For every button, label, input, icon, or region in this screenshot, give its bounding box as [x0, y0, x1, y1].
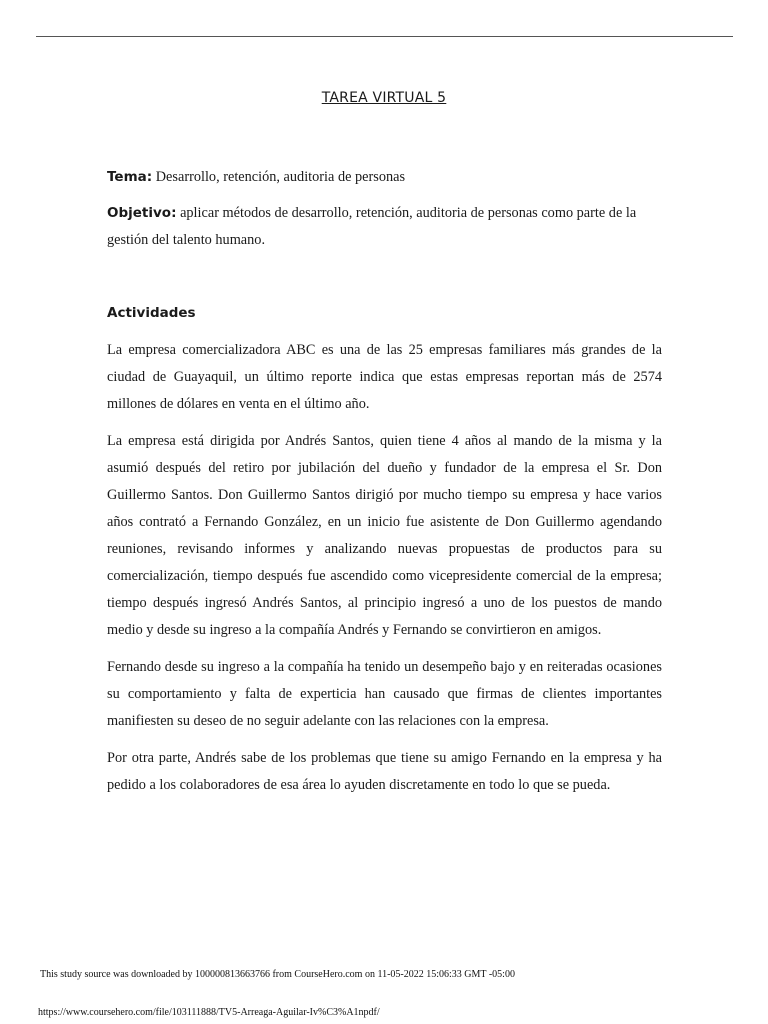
- tema-field: [107, 164, 662, 191]
- objetivo-value: aplicar métodos de desarrollo, retención, auditoria de personas como parte de la gestión del talento humano.: [107, 205, 637, 248]
- document-body: [107, 164, 662, 809]
- paragraph-3: Fernando desde su ingreso a la compañía ha tenido un desempeño bajo y en reiteradas ocasiones su comportamiento y falta de experticia han causado que firmas de clientes importantes manifiesten su deseo de no seguir adelante con las relaciones con la empresa.: [107, 659, 662, 729]
- section-heading-actividades: Actividades: [107, 305, 196, 321]
- header-divider: [36, 36, 733, 37]
- objetivo-label: Objetivo:: [107, 205, 177, 221]
- paragraph-4: Por otra parte, Andrés sabe de los problemas que tiene su amigo Fernando en la empresa y ha pedido a los colaboradores de esa área lo ayuden discretamente en todo lo que se pueda.: [107, 750, 662, 793]
- objetivo-field: [107, 200, 662, 254]
- paragraph-1: La empresa comercializadora ABC es una de las 25 empresas familiares más grandes de la ciudad de Guayaquil, un último reporte indica que estas empresas reportan más de 2574 millones de dólares en venta en el último año.: [107, 342, 662, 412]
- page-title: TAREA VIRTUAL 5: [321, 90, 447, 106]
- paragraph-2: La empresa está dirigida por Andrés Santos, quien tiene 4 años al mando de la misma y la asumió después del retiro por jubilación del dueño y fundador de la empresa el Sr. Don Guillermo Santos. Don Guillermo Santos dirigió por mucho tiempo su empresa y hace varios años contrató a Fernando González, en un inicio fue asistente de Don Guillermo agendando reuniones, revisando informes y analizando nuevas propuestas de productos para su comercialización, tiempo después fue ascendido como vicepresidente comercial de la empresa; tiempo después ingresó Andrés Santos, al principio ingresó a uno de los puestos de mando medio y desde su ingreso a la compañía Andrés y Fernando se convirtieron en amigos.: [107, 433, 662, 638]
- tema-value: Desarrollo, retención, auditoria de personas: [155, 169, 406, 185]
- tema-label: Tema:: [107, 169, 153, 185]
- source-url: https://www.coursehero.com/file/103111888/TV5-Arreaga-Aguilar-Iv%C3%A1npdf/: [38, 1007, 380, 1018]
- download-notice: This study source was downloaded by 100000813663766 from CourseHero.com on 11-05-2022 15:06:33 GMT -05:00: [40, 969, 515, 980]
